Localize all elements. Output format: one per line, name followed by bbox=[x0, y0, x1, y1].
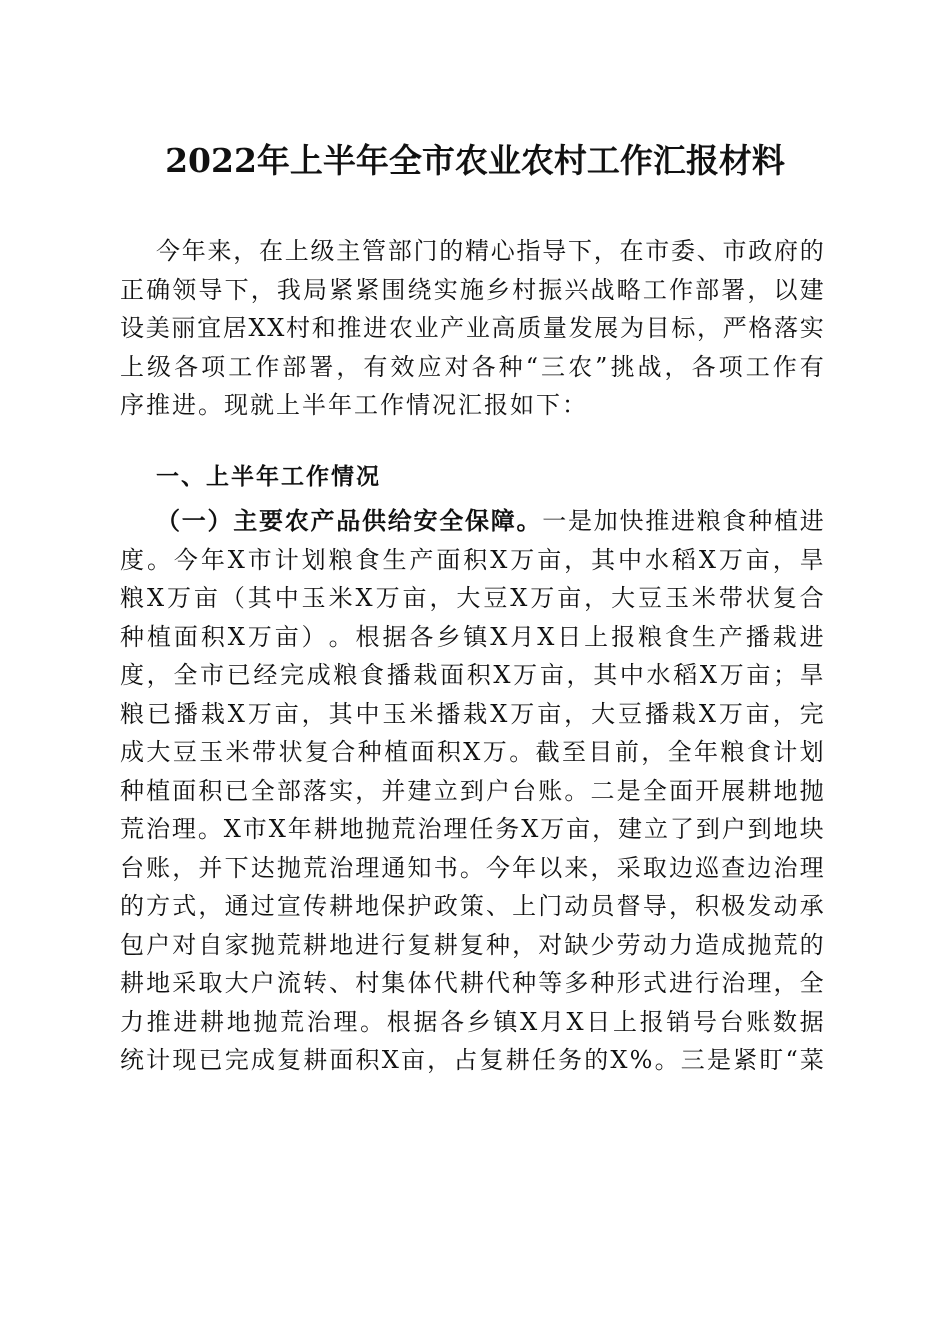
section-heading: 一、上半年工作情况 bbox=[156, 464, 381, 490]
paragraph-line: 荒 治 理 。 X 市 X 年 耕 地 抛 荒 治 理 任 务 X 万 亩 ， 建 立 了 到 户 到 地 块 bbox=[120, 815, 824, 843]
intro-line: 正 确 领 导 下 ， 我 局 紧 紧 围 绕 实 施 乡 村 振 兴 战 略 工 作 部 署 ， 以 建 bbox=[120, 275, 824, 304]
paragraph-line: 包 户 对 自 家 抛 荒 耕 地 进 行 复 耕 复 种 ， 对 缺 少 劳 动 力 造 成 抛 荒 的 bbox=[120, 930, 824, 959]
paragraph-line: 粮 已 播 栽 X 万 亩 ， 其 中 玉 米 播 栽 X 万 亩 ， 大 豆 播 栽 X 万 亩 ， 完 bbox=[120, 699, 824, 728]
intro-line: 设 美 丽 宜 居 X X 村 和 推 进 农 业 产 业 高 质 量 发 展 为 目 标 ， 严 格 落 实 bbox=[120, 314, 824, 342]
paragraph-line: 粮 X 万 亩 （ 其 中 玉 米 X 万 亩 ， 大 豆 X 万 亩 ， 大 豆 玉 米 带 状 复 合 bbox=[120, 584, 824, 612]
intro-paragraph bbox=[120, 232, 824, 425]
paragraph-line: 成 大 豆 玉 米 带 状 复 合 种 植 面 积 X 万 。 截 至 目 前 ， 全 年 粮 食 计 划 bbox=[120, 738, 824, 766]
intro-line: 上 级 各 项 工 作 部 署 ， 有 效 应 对 各 种 “ 三 农 ” 挑 战 ， 各 项 工 作 有 bbox=[120, 352, 824, 381]
section-heading-block bbox=[120, 458, 824, 497]
paragraph-line: 度 ， 全 市 已 经 完 成 粮 食 播 栽 面 积 X 万 亩 ， 其 中 水 稻 X 万 亩 ； 旱 bbox=[120, 661, 824, 689]
paragraph-line: 度 。 今 年 X 市 计 划 粮 食 生 产 面 积 X 万 亩 ， 其 中 水 稻 X 万 亩 ， 旱 bbox=[120, 545, 824, 574]
paragraph-line: 台 账 ， 并 下 达 抛 荒 治 理 通 知 书 。 今 年 以 来 ， 采 取 边 巡 查 边 治 理 bbox=[120, 853, 824, 882]
paragraph-line: 统 计 现 已 完 成 复 耕 面 积 X 亩 ， 占 复 耕 任 务 的 X % 。 三 是 紧 盯 “ 菜 bbox=[120, 1046, 824, 1074]
subsection-first-line: （ 一 ） 主 要 农 产 品 供 给 安 全 保 障 。 一 是 加 快 推 进 粮 食 种 植 进 bbox=[156, 506, 824, 535]
paragraph-line: 力 推 进 耕 地 抛 荒 治 理 。 根 据 各 乡 镇 X 月 X 日 上 报 销 号 台 账 数 据 bbox=[120, 1007, 824, 1036]
intro-line: 今 年 来 ， 在 上 级 主 管 部 门 的 精 心 指 导 下 ， 在 市 委 、 市 政 府 的 bbox=[156, 237, 824, 265]
paragraph-line: 的 方 式 ， 通 过 宣 传 耕 地 保 护 政 策 、 上 门 动 员 督 导 ， 积 极 发 动 承 bbox=[120, 892, 824, 920]
subsection-paragraph bbox=[120, 502, 824, 1080]
paragraph-line: 种 植 面 积 已 全 部 落 实 ， 并 建 立 到 户 台 账 。 二 是 全 面 开 展 耕 地 抛 bbox=[120, 776, 824, 805]
intro-line: 序推进。现就上半年工作情况汇报如下： bbox=[120, 391, 588, 419]
paragraph-line: 种 植 面 积 X 万 亩 ） 。 根 据 各 乡 镇 X 月 X 日 上 报 粮 食 生 产 播 栽 进 bbox=[120, 622, 824, 651]
paragraph-line: 耕 地 采 取 大 户 流 转 、 村 集 体 代 耕 代 种 等 多 种 形 式 进 行 治 理 ， 全 bbox=[120, 969, 824, 997]
document-title: 2022年上半年全市农业农村工作汇报材料 bbox=[165, 141, 785, 180]
